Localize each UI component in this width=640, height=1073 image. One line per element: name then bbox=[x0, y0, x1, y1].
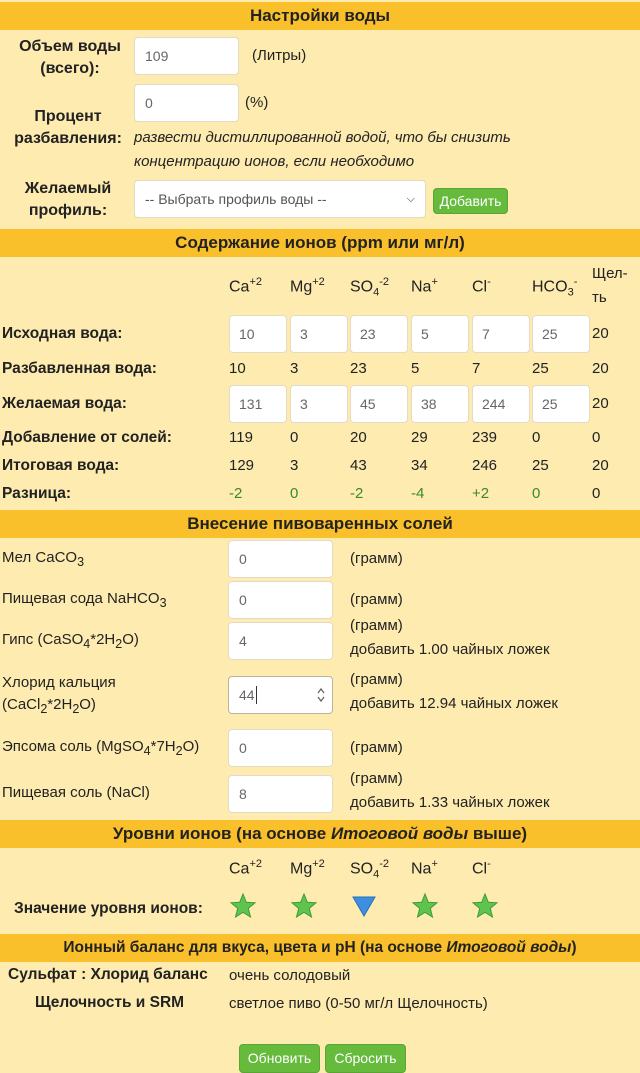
salt-input-calcium-chloride[interactable] bbox=[228, 676, 333, 714]
alkalinity-header bbox=[592, 262, 628, 310]
level-header-ca: $Ca^{+2}$ bbox=[229, 858, 262, 878]
ion-value-diff-4: +2 bbox=[472, 485, 490, 502]
levels-header-post: выше) bbox=[468, 824, 528, 843]
volume-input[interactable]: 109 bbox=[134, 37, 239, 75]
salt-unit-calcium-chloride bbox=[350, 668, 558, 716]
dilution-label bbox=[10, 106, 126, 150]
ion-input-target-1[interactable]: 3 bbox=[290, 385, 348, 423]
salt-label-table-salt: Пищевая соль (NaCl) bbox=[2, 784, 150, 801]
volume-unit: (Литры) bbox=[252, 47, 307, 64]
ions-header: Содержание ионов (ppm или мг/л) bbox=[0, 229, 640, 257]
add-profile-button[interactable]: Добавить bbox=[433, 188, 508, 214]
volume-label-line1: Объем воды bbox=[19, 38, 121, 55]
ion-input-source-3[interactable]: 5 bbox=[411, 315, 469, 353]
levels-header-em: Итоговой воды bbox=[330, 824, 469, 843]
profile-select-value: -- Выбрать профиль воды -- bbox=[145, 191, 327, 207]
salt-unit-table-salt bbox=[350, 767, 550, 815]
ion-value-diluted-2: 23 bbox=[350, 360, 367, 377]
alkalinity-header-line1: Щел- bbox=[592, 265, 628, 282]
salt-label-baking-soda: Пищевая сода NaHCO$_3$ bbox=[2, 590, 167, 610]
number-spinner-icon[interactable] bbox=[316, 685, 326, 705]
level-header-cl: Cl- bbox=[472, 858, 491, 878]
ion-value-final-4: 246 bbox=[472, 457, 498, 474]
ion-value-diluted-1: 3 bbox=[290, 360, 299, 377]
ion-value-final-2: 43 bbox=[350, 457, 367, 474]
salt-input-table-salt[interactable] bbox=[228, 775, 333, 813]
dilution-unit: (%) bbox=[245, 94, 269, 111]
ion-value-salts-4: 239 bbox=[472, 429, 498, 446]
salt-unit-chalk bbox=[350, 547, 403, 571]
ion-value-salts-1: 0 bbox=[290, 429, 299, 446]
ion-value-final-0: 129 bbox=[229, 457, 255, 474]
level-row-label: Значение уровня ионов: bbox=[14, 900, 203, 917]
levels-header-pre: Уровни ионов (на основе bbox=[112, 824, 331, 843]
ion-row-label-salts: Добавление от солей: bbox=[2, 429, 172, 446]
sulfate-balance-value: очень солодовый bbox=[229, 967, 351, 984]
salt-unit-baking-soda bbox=[350, 588, 403, 612]
ion-input-target-5[interactable]: 25 bbox=[532, 385, 590, 423]
ion-header-hco: $HCO_3^-$ bbox=[532, 276, 578, 299]
ion-header-ca: $Ca^{+2}$ bbox=[229, 276, 262, 296]
balance-header-post: ) bbox=[571, 939, 577, 956]
sulfate-balance-label: Сульфат : Хлорид баланс bbox=[8, 966, 208, 983]
dilution-label-line2: разбавления: bbox=[14, 130, 122, 147]
profile-label-line2: профиль: bbox=[28, 202, 108, 219]
ion-value-diff-2: -2 bbox=[350, 485, 364, 502]
update-button[interactable]: Обновить bbox=[239, 1044, 320, 1073]
levels-header bbox=[0, 820, 640, 848]
ion-row-label-diff: Разница: bbox=[2, 485, 72, 502]
ion-value-final-5: 25 bbox=[532, 457, 549, 474]
green-star-icon bbox=[290, 892, 318, 920]
alkalinity-srm-label: Щелочность и SRM bbox=[35, 994, 185, 1011]
blue-triangle-down-icon bbox=[350, 892, 378, 920]
ion-value-final-1: 3 bbox=[290, 457, 299, 474]
text-caret-icon bbox=[256, 686, 257, 704]
ion-input-target-3[interactable]: 38 bbox=[411, 385, 469, 423]
ion-header-so: $SO_4^{-2}$ bbox=[350, 276, 390, 299]
salt-unit-text: (грамм) bbox=[350, 550, 403, 567]
ion-row-label-target: Желаемая вода: bbox=[2, 395, 127, 412]
ion-row-label-final: Итоговая вода: bbox=[2, 457, 120, 474]
water-settings-header: Настройки воды bbox=[0, 2, 640, 30]
salt-unit-gypsum bbox=[350, 614, 550, 662]
ion-input-target-0[interactable]: 131 bbox=[229, 385, 287, 423]
ion-value-diff-3: -4 bbox=[411, 485, 425, 502]
profile-label-line1: Желаемый bbox=[24, 180, 112, 197]
dilution-hint-line2: концентрацию ионов, если необходимо bbox=[134, 153, 415, 170]
volume-label-line2: (всего): bbox=[40, 60, 100, 77]
dilution-label-line1: Процент bbox=[34, 108, 102, 125]
level-header-so: $SO_4^{-2}$ bbox=[350, 858, 390, 881]
salt-input-value: 8 bbox=[239, 786, 247, 802]
alkalinity-value-target: 20 bbox=[592, 395, 609, 412]
alkalinity-value-diff: 0 bbox=[592, 485, 601, 502]
green-star-icon bbox=[411, 892, 439, 920]
salt-label-chalk: Мел CaCO$_3$ bbox=[2, 549, 85, 569]
level-header-na: Na+ bbox=[411, 858, 438, 878]
dilution-hint-line1: развести дистиллированной водой, что бы снизить bbox=[134, 129, 511, 146]
salt-input-gypsum[interactable] bbox=[228, 622, 333, 660]
volume-label bbox=[14, 36, 126, 80]
salt-input-value: 0 bbox=[239, 740, 247, 756]
salt-hint-text: добавить 1.33 чайных ложек bbox=[350, 794, 550, 811]
ion-input-source-4[interactable]: 7 bbox=[472, 315, 530, 353]
alkalinity-value-source: 20 bbox=[592, 325, 609, 342]
dilution-hint bbox=[134, 126, 511, 174]
ion-value-salts-5: 0 bbox=[532, 429, 541, 446]
salts-header: Внесение пивоваренных солей bbox=[0, 510, 640, 538]
ion-value-diluted-4: 7 bbox=[472, 360, 481, 377]
ion-header-na: Na+ bbox=[411, 276, 438, 296]
reset-button[interactable]: Сбросить bbox=[325, 1044, 406, 1073]
ion-value-diluted-0: 10 bbox=[229, 360, 246, 377]
salt-input-value: 0 bbox=[239, 551, 247, 567]
level-header-mg: $Mg^{+2}$ bbox=[290, 858, 325, 878]
salt-label-gypsum: Гипс $(CaSO_4*2H_2O)$ bbox=[2, 631, 139, 651]
ion-value-diluted-5: 25 bbox=[532, 360, 549, 377]
salt-unit-text: (грамм) bbox=[350, 617, 403, 634]
ion-row-label-source: Исходная вода: bbox=[2, 325, 123, 342]
ion-input-target-2[interactable]: 45 bbox=[350, 385, 408, 423]
profile-select[interactable] bbox=[134, 180, 426, 218]
salt-input-value: 4 bbox=[239, 633, 247, 649]
ion-value-diff-1: 0 bbox=[290, 485, 299, 502]
alkalinity-header-line2: ть bbox=[592, 289, 607, 306]
ion-value-diluted-3: 5 bbox=[411, 360, 420, 377]
salt-hint-text: добавить 1.00 чайных ложек bbox=[350, 641, 550, 658]
ion-value-diff-0: -2 bbox=[229, 485, 243, 502]
balance-header-pre: Ионный баланс для вкуса, цвета и pH (на основе bbox=[63, 939, 447, 956]
ion-input-source-2[interactable]: 23 bbox=[350, 315, 408, 353]
ion-value-final-3: 34 bbox=[411, 457, 428, 474]
alkalinity-srm-value: светлое пиво (0-50 мг/л Щелочность) bbox=[229, 995, 488, 1012]
ion-input-source-5[interactable]: 25 bbox=[532, 315, 590, 353]
green-star-icon bbox=[471, 892, 499, 920]
green-star-icon bbox=[229, 892, 257, 920]
ion-value-diff-5: 0 bbox=[532, 485, 541, 502]
salt-input-value: 44 bbox=[239, 687, 255, 703]
ion-value-salts-0: 119 bbox=[229, 429, 253, 446]
profile-label bbox=[14, 178, 122, 222]
salt-unit-text: (грамм) bbox=[350, 739, 403, 756]
ion-input-source-0[interactable]: 10 bbox=[229, 315, 287, 353]
alkalinity-value-salts: 0 bbox=[592, 429, 601, 446]
ion-row-label-diluted: Разбавленная вода: bbox=[2, 360, 157, 377]
salt-unit-text: (грамм) bbox=[350, 770, 403, 787]
ion-value-salts-3: 29 bbox=[411, 429, 428, 446]
ion-header-mg: $Mg^{+2}$ bbox=[290, 276, 325, 296]
ion-value-salts-2: 20 bbox=[350, 429, 367, 446]
salt-label-calcium-chloride: Хлорид кальция $(CaCl_2*2H_2O)$ bbox=[2, 674, 116, 716]
dilution-input[interactable]: 0 bbox=[134, 84, 239, 122]
salt-input-value: 0 bbox=[239, 592, 247, 608]
salt-unit-epsom-salt bbox=[350, 736, 403, 760]
salt-label-epsom-salt: Эпсома соль $(MgSO_4*7H_2O)$ bbox=[2, 738, 200, 758]
chevron-down-icon: ⌵ bbox=[406, 192, 415, 205]
salt-unit-text: (грамм) bbox=[350, 591, 403, 608]
salt-hint-text: добавить 12.94 чайных ложек bbox=[350, 695, 558, 712]
balance-header-em: Итоговой воды bbox=[446, 939, 572, 956]
salt-unit-text: (грамм) bbox=[350, 671, 403, 688]
ion-input-source-1[interactable]: 3 bbox=[290, 315, 348, 353]
alkalinity-value-final: 20 bbox=[592, 457, 609, 474]
salt-input-baking-soda[interactable] bbox=[228, 581, 333, 619]
salt-input-chalk[interactable] bbox=[228, 540, 333, 578]
balance-header bbox=[0, 934, 640, 962]
salt-input-epsom-salt[interactable] bbox=[228, 729, 333, 767]
ion-header-cl: Cl- bbox=[472, 276, 491, 296]
ion-input-target-4[interactable]: 244 bbox=[472, 385, 530, 423]
alkalinity-value-diluted: 20 bbox=[592, 360, 609, 377]
